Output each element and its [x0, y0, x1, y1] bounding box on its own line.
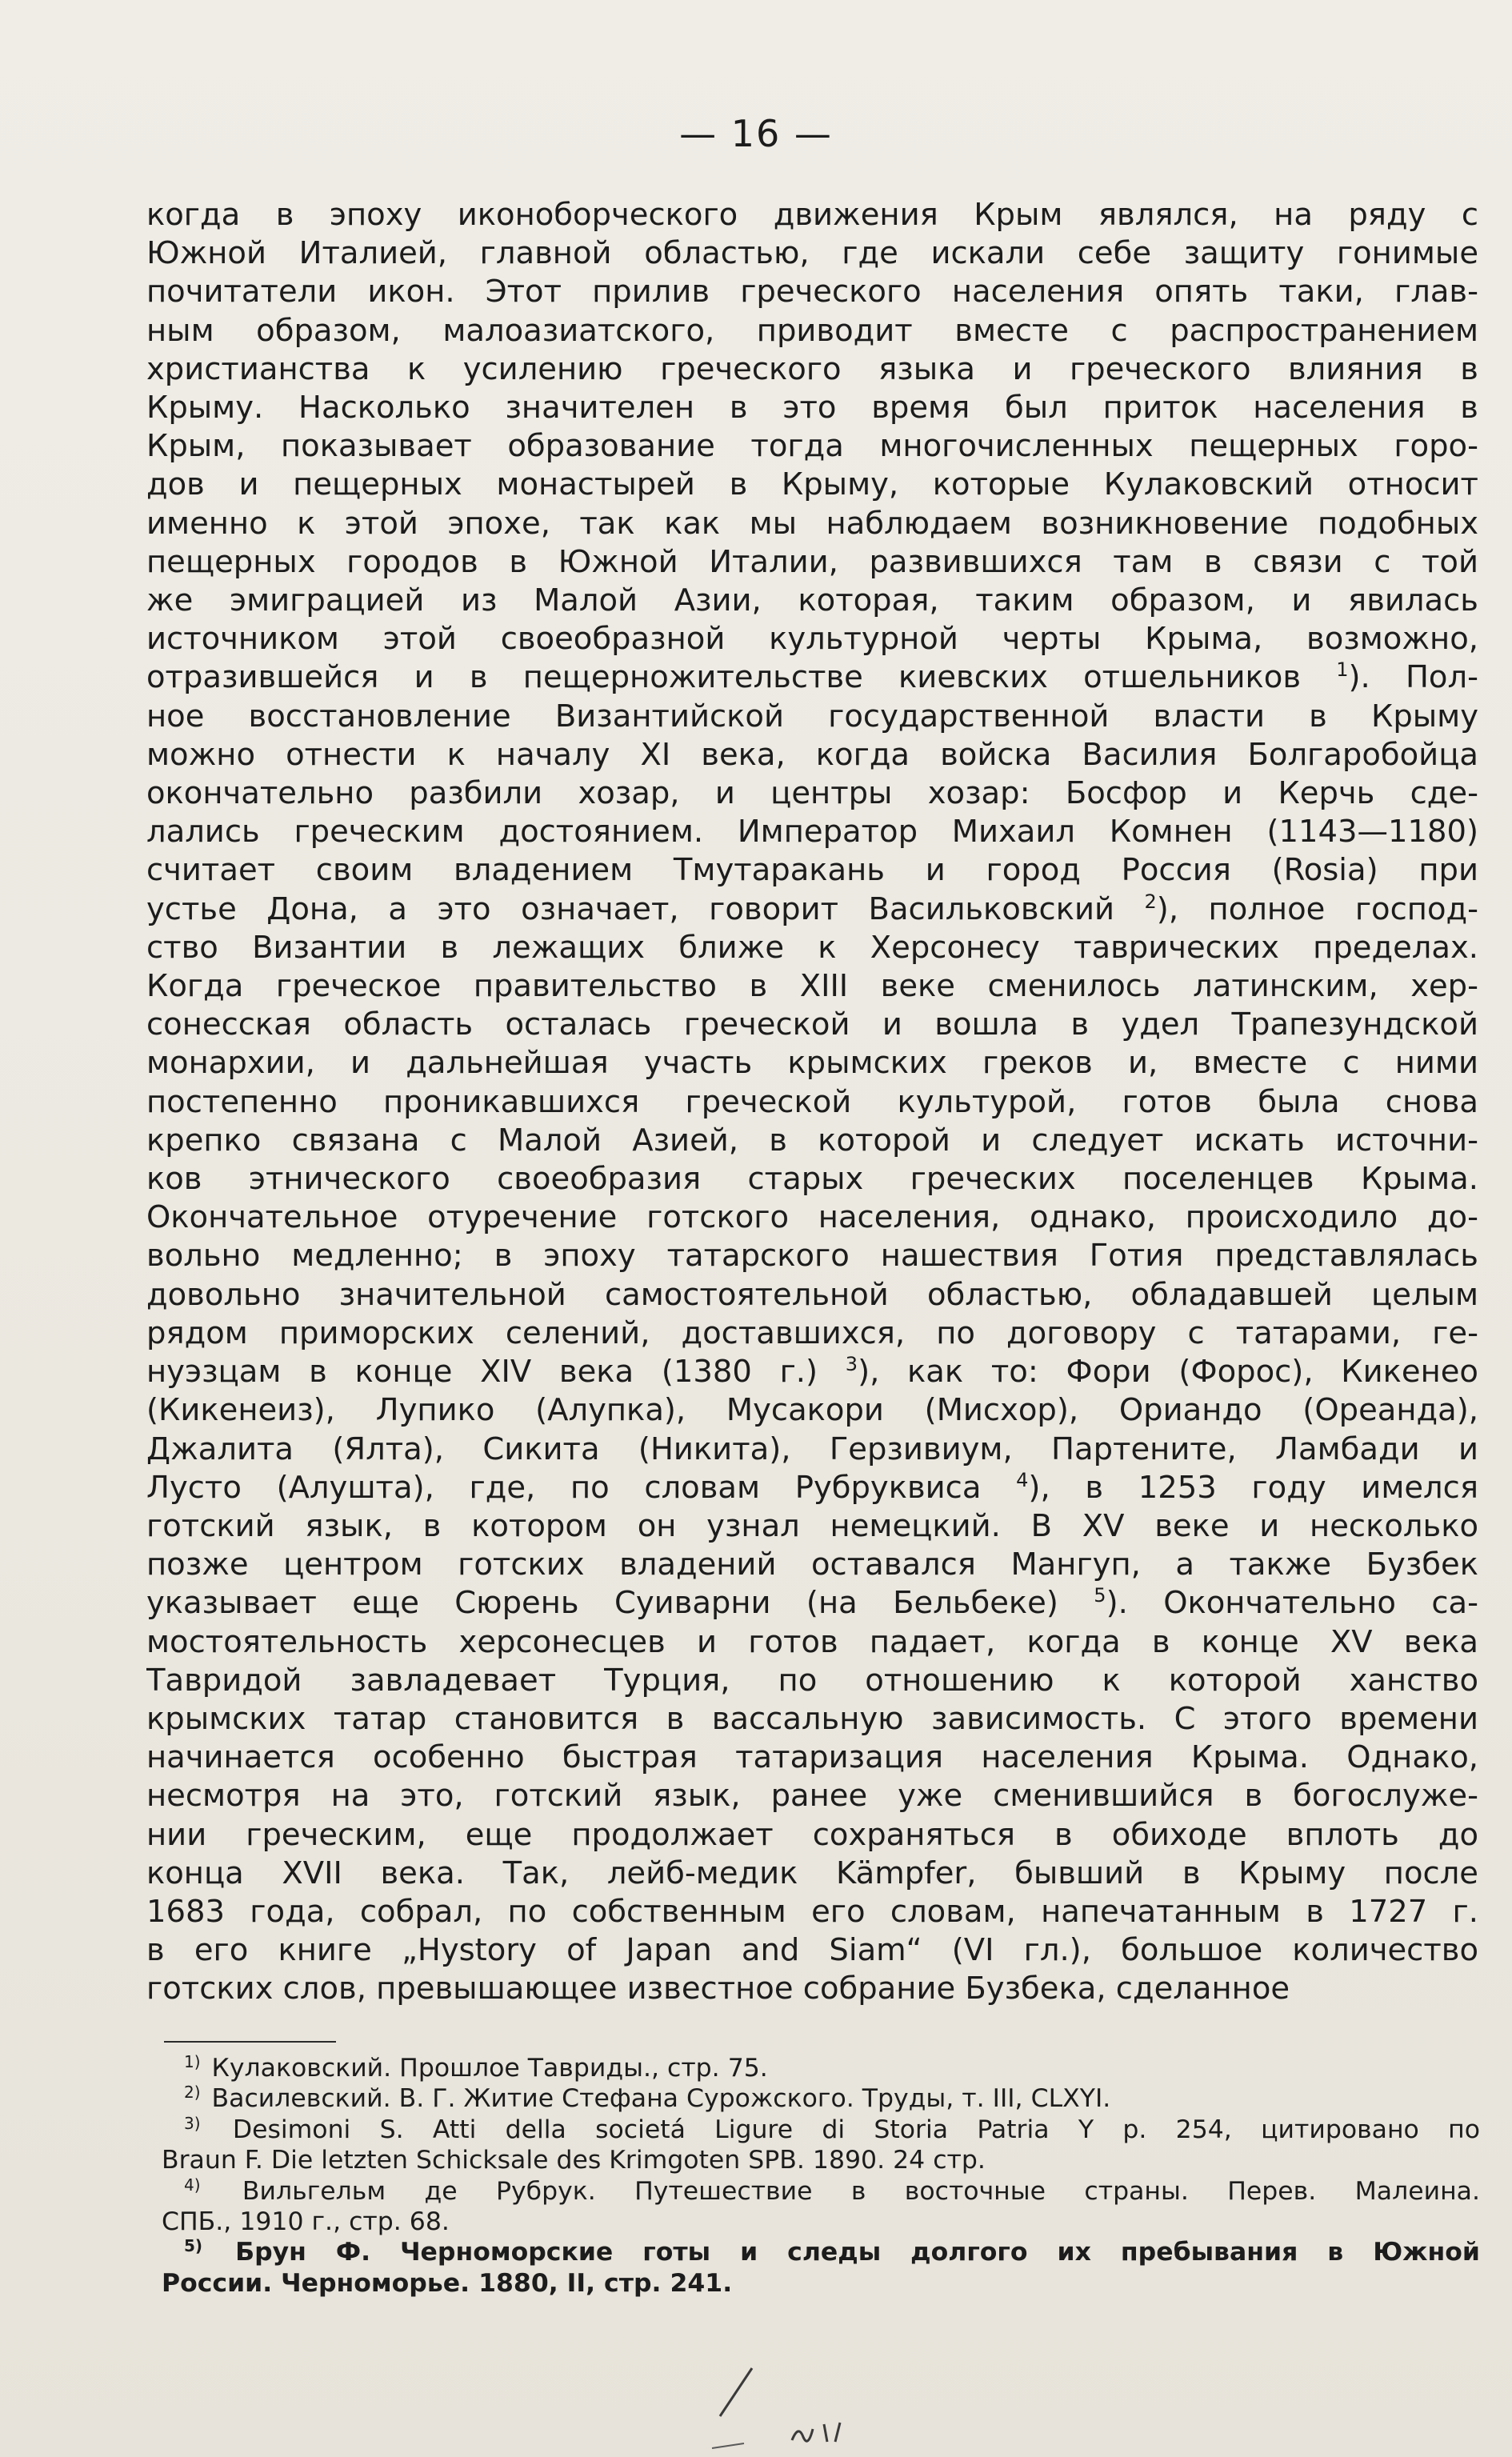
body-line-text: Лусто (Алушта), где, по словам Рубруквиса — [146, 1469, 982, 1506]
footnote-5 — [164, 2237, 1480, 2267]
body-line-text: можно отнести к началу XI века, когда войска Василия Болгаробойца — [146, 736, 1478, 773]
footnote-reference: 3 — [845, 1353, 858, 1376]
body-line-text: монархии, и дальнейшая участь крымских греков и, вместе с ними — [146, 1045, 1478, 1082]
body-line-text: же эмиграцией из Малой Азии, которая, таким образом, и явилась — [146, 582, 1478, 619]
footnote-3-cont: Braun F. Die letzten Schicksale des Krimgoten SPB. 1890. 24 стр. — [162, 2146, 986, 2175]
body-line-text: нии греческим, еще продолжает сохраняться в обиходе вплоть до — [146, 1816, 1478, 1853]
body-line-text: христианства к усилению греческого языка и греческого влияния в — [146, 350, 1478, 387]
body-line-text: в его книге „Hystory of Japan and Siam“ (VI гл.), большое количество — [146, 1932, 1478, 1969]
body-line — [146, 1546, 1478, 1584]
footnote-3 — [164, 2115, 1480, 2145]
footnote-reference: 2 — [1144, 890, 1157, 913]
footnote-4-text-a: Вильгельм де Рубрук. Путешествие в восточные страны. Перев. Малеина. — [242, 2176, 1480, 2206]
body-line-text: Крым, показывает образование тогда многочисленных пещерных горо- — [146, 428, 1478, 465]
body-line-text: почитатели икон. Этот прилив греческого населения опять таки, глав- — [146, 274, 1478, 310]
footnote-1 — [164, 2053, 1480, 2083]
body-line-text: мостоятельность херсонесцев и готов падает, когда в конце XV века — [146, 1623, 1478, 1660]
body-line — [146, 505, 1478, 543]
body-line — [146, 582, 1478, 620]
body-line — [146, 1431, 1478, 1469]
body-line-text: Тавридой завладевает Турция, по отношению к которой ханство — [146, 1662, 1478, 1699]
body-line-tail: ), в 1253 году имелся — [1028, 1469, 1478, 1506]
body-line — [146, 1739, 1478, 1777]
footnote-divider — [164, 2041, 336, 2043]
body-line-text: позже центром готских владений оставался Мангуп, а также Бузбек — [146, 1547, 1478, 1583]
body-line-text: пещерных городов в Южной Италии, развившихся там в связи с той — [146, 543, 1478, 580]
body-line — [146, 1893, 1478, 1931]
body-line-text: готских слов, превышающее известное собрание Бузбека, сделанное — [146, 1971, 1290, 2007]
footnote-5-mark: 5) — [184, 2237, 203, 2256]
body-text — [146, 196, 1478, 2009]
body-line-text: готский язык, в котором он узнал немецкий. В XV веке и несколько — [146, 1507, 1478, 1544]
body-line-text: вольно медленно; в эпоху татарского нашествия Готия представлялась — [146, 1238, 1478, 1275]
body-line — [146, 1623, 1478, 1662]
footnote-3-text-a: Desimoni S. Atti della societá Ligure di Storia Patria Y p. 254, цитировано по — [232, 2115, 1480, 2144]
page-number: — 16 — — [679, 112, 833, 155]
body-line-text: лались греческим достоянием. Император Михаил Комнен (1143—1180) — [146, 814, 1478, 850]
body-line-text: Джалита (Ялта), Сикита (Никита), Герзивиум, Партените, Ламбади и — [146, 1431, 1478, 1467]
footnote-4-mark: 4) — [184, 2175, 201, 2195]
body-line — [146, 851, 1478, 890]
body-line — [146, 1816, 1478, 1855]
body-line — [146, 1507, 1478, 1546]
body-line-text: нуэзцам в конце XIV века (1380 г.) — [146, 1354, 818, 1391]
body-line — [146, 273, 1478, 311]
footnote-2-mark: 2) — [184, 2083, 201, 2103]
body-line-text: конца XVII века. Так, лейб-медик Kämpfer, бывший в Крыму после — [146, 1855, 1478, 1891]
body-line-text: ство Византии в лежащих ближе к Херсонесу таврических пределах. — [146, 929, 1478, 966]
pencil-scribble-mark — [704, 2320, 912, 2457]
body-line — [146, 312, 1478, 350]
body-line-text: начинается особенно быстрая татаризация населения Крыма. Однако, — [146, 1739, 1478, 1776]
body-line-text: Когда греческое правительство в XIII веке сменилось латинским, хер- — [146, 968, 1478, 1005]
body-line-text: Крыму. Насколько значителен в это время был приток населения в — [146, 390, 1478, 426]
body-line — [146, 1276, 1478, 1315]
footnotes — [164, 2053, 1480, 2299]
body-line — [146, 1391, 1478, 1430]
footnote-5-text-a: Брун Ф. Черноморские готы и следы долгого их пребывания в Южной — [235, 2238, 1480, 2267]
body-line — [146, 929, 1478, 967]
body-line — [146, 1584, 1478, 1623]
body-line-text: ное восстановление Византийской государственной власти в Крыму — [146, 698, 1478, 734]
body-line-text: ным образом, малоазиатского, приводит вместе с распространением — [146, 312, 1478, 349]
body-line-text: ков этнического своеобразия старых греческих поселенцев Крыма. — [146, 1161, 1478, 1198]
body-line-tail: ), как то: Фори (Форос), Кикенео — [858, 1354, 1478, 1391]
body-line — [146, 1700, 1478, 1739]
body-line — [146, 350, 1478, 389]
body-line-text: окончательно разбили хозар, и центры хозар: Босфор и Керчь сде- — [146, 775, 1478, 812]
body-line — [146, 1198, 1478, 1237]
body-line — [146, 1083, 1478, 1122]
footnote-reference: 1 — [1336, 658, 1349, 682]
body-line — [146, 1237, 1478, 1275]
body-line — [146, 1931, 1478, 1970]
body-line — [146, 620, 1478, 658]
body-line-tail: ). Пол- — [1348, 659, 1478, 696]
footnote-2 — [164, 2083, 1480, 2114]
body-line-tail: ), полное господ- — [1156, 890, 1478, 927]
body-line — [146, 698, 1478, 736]
body-line — [146, 813, 1478, 851]
body-line-text: когда в эпоху иконоборческого движения Крым являлся, на ряду с — [146, 197, 1478, 233]
body-line-text: 1683 года, собрал, по собственным его словам, напечатанным в 1727 г. — [146, 1893, 1478, 1930]
body-line — [146, 658, 1478, 697]
body-line — [146, 1315, 1478, 1353]
body-line — [146, 1122, 1478, 1160]
body-line-text: крымских татар становится в вассальную зависимость. С этого времени — [146, 1700, 1478, 1737]
body-line — [146, 543, 1478, 582]
body-line — [146, 1469, 1478, 1507]
body-line-tail: ). Окончательно са- — [1106, 1585, 1478, 1622]
body-line — [146, 774, 1478, 813]
body-line-text: крепко связана с Малой Азией, в которой и следует искать источни- — [146, 1122, 1478, 1158]
body-line — [146, 1855, 1478, 1893]
body-line-text: дов и пещерных монастырей в Крыму, которые Кулаковский относит — [146, 466, 1478, 503]
body-line-text: (Кикенеиз), Лупико (Алупка), Мусакори (Мисхор), Ориандо (Ореанда), — [146, 1392, 1478, 1429]
footnote-1-mark: 1) — [184, 2053, 201, 2071]
footnote-4 — [164, 2176, 1480, 2207]
body-line — [146, 736, 1478, 774]
footnote-1-text: Кулаковский. Прошлое Тавриды., стр. 75. — [211, 2054, 768, 2083]
body-line-text: устье Дона, а это означает, говорит Васильковский — [146, 890, 1114, 927]
body-line-text: отразившейся и в пещерножительстве киевских отшельников — [146, 659, 1302, 696]
body-line — [146, 1006, 1478, 1044]
body-line — [146, 389, 1478, 427]
footnote-5-cont: России. Черноморье. 1880, II, стр. 241. — [162, 2268, 733, 2298]
body-line — [146, 1044, 1478, 1082]
body-line-text: Южной Италией, главной областью, где искали себе защиту гонимые — [146, 235, 1478, 272]
body-line-text: несмотря на это, готский язык, ранее уже сменившийся в богослуже- — [146, 1778, 1478, 1815]
body-line — [146, 234, 1478, 273]
footnote-reference: 4 — [1016, 1468, 1029, 1491]
body-line-text: именно к этой эпохе, так как мы наблюдаем возникновение подобных — [146, 505, 1478, 542]
footnote-reference: 5 — [1094, 1584, 1106, 1607]
body-line — [146, 1160, 1478, 1198]
body-line — [146, 427, 1478, 466]
body-line — [146, 1353, 1478, 1391]
body-line-text: постепенно проникавшихся греческой культурой, готов была снова — [146, 1083, 1478, 1120]
body-line-text: Окончательное отуречение готского населения, однако, происходило до- — [146, 1199, 1478, 1236]
body-line — [146, 1777, 1478, 1815]
body-line — [146, 196, 1478, 234]
footnote-2-text: Василевский. В. Г. Житие Стефана Сурожского. Труды, т. III, CLXYI. — [211, 2084, 1111, 2114]
body-line — [146, 466, 1478, 504]
body-line — [146, 1662, 1478, 1700]
body-line-text: указывает еще Сюрень Суиварни (на Бельбеке) — [146, 1585, 1058, 1622]
body-line-text: рядом приморских селений, доставшихся, по договору с татарами, ге- — [146, 1315, 1478, 1351]
body-line-text: источником этой своеобразной культурной черты Крыма, возможно, — [146, 621, 1478, 658]
body-line-text: считает своим владением Тмутаракань и город Россия (Rosia) при — [146, 852, 1478, 889]
footnote-3-mark: 3) — [184, 2114, 201, 2133]
body-line-text: довольно значительной самостоятельной областью, обладавшей целым — [146, 1276, 1478, 1313]
footnote-4-cont: СПБ., 1910 г., стр. 68. — [162, 2207, 450, 2237]
body-line — [146, 1970, 1478, 2008]
body-line-text: сонесская область осталась греческой и вошла в удел Трапезундской — [146, 1006, 1478, 1043]
body-line — [146, 890, 1478, 929]
body-line — [146, 967, 1478, 1006]
